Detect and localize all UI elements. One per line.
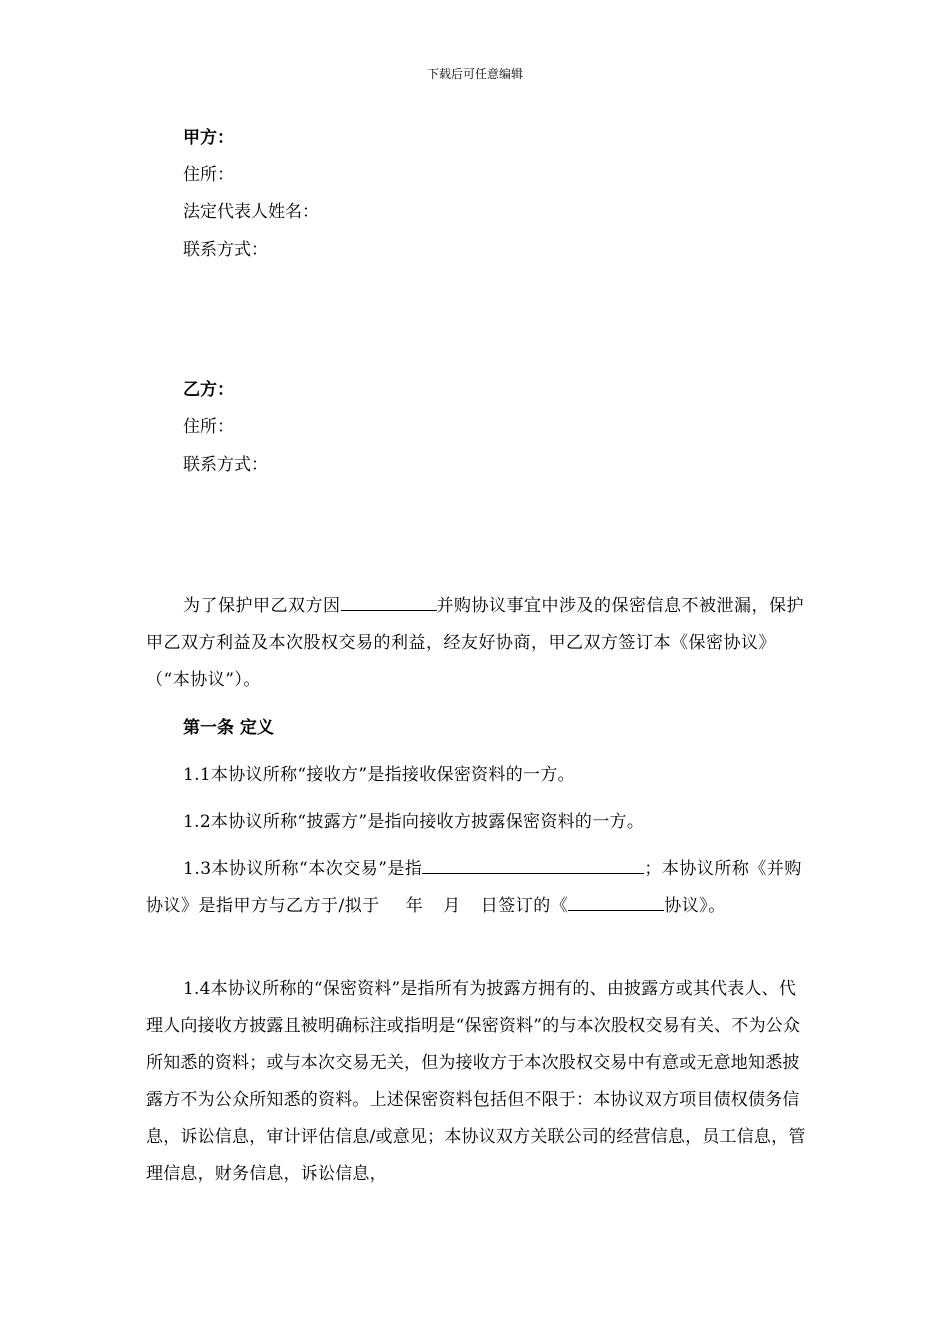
def-1-3-year: 年 — [405, 896, 424, 916]
intro-text-2: 并购协议事宜中涉及的保密信息不被泄漏，保护甲乙双方利益及本次股权交易的利益，经友好协商，甲乙双方签订本《保密协议》（“本协议”）。 — [146, 596, 804, 690]
definition-1-1: 1.1本协议所称“接收方”是指接收保密资料的一方。 — [183, 765, 575, 785]
intro-blank — [341, 592, 437, 611]
page-header: 下载后可任意编辑 — [426, 67, 523, 81]
definition-1-2: 1.2本协议所称“披露方”是指向接收方披露保密资料的一方。 — [183, 812, 645, 832]
intro-paragraph — [146, 588, 806, 699]
party-a-contact: 联系方式： — [183, 240, 268, 260]
def-1-3-text-3: 日签订的《 — [480, 896, 569, 916]
definition-1-4: 1.4本协议所称的“保密资料”是指所有为披露方拥有的、由披露方或其代表人、代理人向接收方披露且被明确标注或指明是“保密资料”的与本次股权交易有关、不为公众所知悉的资料；或与本次交易无关，但为接收方于本次股权交易中有意或无意地知悉披露方不为公众所知悉的资料。上述保密资料包括但不限于：本协议双方项目债权债务信息，诉讼信息，审计评估信息/或意见；本协议双方关联公司的经营信息，员工信息，管理信息，财务信息，诉讼信息， — [146, 979, 806, 1184]
party-a-legal-rep: 法定代表人姓名： — [183, 202, 319, 222]
party-a-address: 住所： — [183, 165, 234, 185]
article-1-title: 第一条 定义 — [183, 718, 274, 738]
def-1-3-text-4: 协议》。 — [664, 896, 726, 916]
def-1-3-blank-2 — [568, 892, 664, 911]
party-a-label: 甲方： — [183, 128, 234, 148]
def-1-3-text-1: 1.3本协议所称“本次交易”是指 — [183, 859, 423, 879]
def-1-3-month: 月 — [443, 896, 461, 916]
party-b-label: 乙方： — [183, 380, 234, 400]
def-1-3-blank-1 — [422, 855, 644, 874]
party-b-contact: 联系方式： — [183, 455, 268, 475]
intro-text-1: 为了保护甲乙双方因 — [183, 596, 341, 616]
definition-1-3 — [146, 851, 806, 925]
def-1-3-text-2: ；本协议所称《并购协议》是指甲方与乙方于/拟于 — [146, 859, 802, 916]
party-b-address: 住所： — [183, 417, 234, 437]
